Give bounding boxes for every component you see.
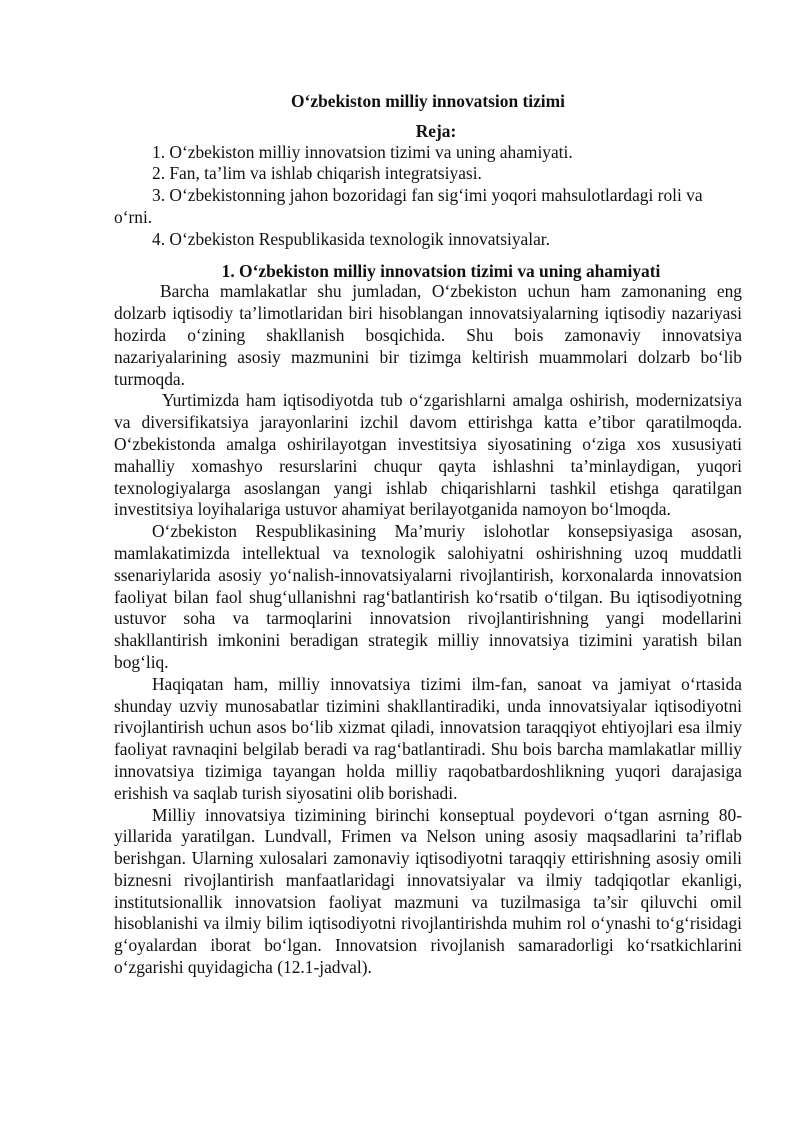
- plan-item: 1. O‘zbekiston milliy innovatsion tizimi va uning ahamiyati.: [152, 141, 573, 162]
- document-page: [114, 91, 742, 979]
- body-paragraph: O‘zbekiston Respublikasining Ma’muriy islohotlar konsepsiyasiga asosan, mamlakatimizda intellektual va texnologik salohiyatni oshirishning uzoq muddatli ssenariylarida asosiy yo‘nalish-innovatsiyalarni rivojlantirish, korxonalarda innovatsion faoliyat bilan faol shug‘ullanishni rag‘batlantirish ko‘rsatib o‘tilgan. Bu iqtisodiyotning ustuvor soha va tarmoqlarini innovatsion rivojlantirishning yangi modellarini shakllantirish imkonini beradigan strategik milliy innovatsiya tizimini yaratish bilan bog‘liq.: [114, 521, 742, 672]
- plan-heading: Reja:: [415, 120, 457, 141]
- plan-item: 2. Fan, ta’lim va ishlab chiqarish integratsiyasi.: [152, 163, 482, 184]
- body-paragraph: Haqiqatan ham, milliy innovatsiya tizimi ilm-fan, sanoat va jamiyat o‘rtasida shunday uzviy munosabatlar tizimini shakllantiradiki, unda innovatsiyalar iqtisodiyotni rivojlantirish uchun asos bo‘lib xizmat qiladi, innovatsion taraqqiyot ehtiyojlari esa ilmiy faoliyat ravnaqini belgilab beradi va rag‘batlantiradi. Shu bois barcha mamlakatlar milliy innovatsiya tizimiga tayangan holda milliy raqobatbardoshlikning yuqori darajasiga erishish va saqlab turish siyosatini olib borishadi.: [114, 673, 742, 803]
- body-paragraph: Milliy innovatsiya tizimining birinchi konseptual poydevori o‘tgan asrning 80-yillarida yaratilgan. Lundvall, Frimen va Nelson uning asosiy maqsadlarini ta’riflab berishgan. Ularning xulosalari zamonaviy iqtisodiyotni taraqqiy ettirishning asosiy omili biznesni rivojlantirish manfaatlaridagi innovatsiyalar va ilmiy tadqiqotlar ekanligi, institutsionallik innovatsion faoliyat mazmuni va tuzilmasiga ta’sir qiluvchi omil hisoblanishi va ilmiy bilim iqtisodiyotni rivojlantirishda muhim rol o‘ynashi to‘g‘risidagi g‘oyalardan iborat bo‘lgan. Innovatsion rivojlanish samaradorligi ko‘rsatkichlarini o‘zgarishi quyidagicha (12.1-jadval).: [114, 804, 742, 978]
- plan-item: 4. O‘zbekiston Respublikasida texnologik innovatsiyalar.: [152, 228, 550, 249]
- body-paragraph: Barcha mamlakatlar shu jumladan, O‘zbekiston uchun ham zamonaning eng dolzarb iqtisodiy ta’limotlaridan biri hisoblangan innovatsiyalarning iqtisodiy nazariyasi hozirda o‘zining shakllanish bosqichida. Shu bois zamonaviy innovatsiya nazariyalarining asosiy mazmunini bir tizimga keltirish muammolari dolzarb bo‘lib turmoqda.: [114, 281, 742, 389]
- section-title: 1. O‘zbekiston milliy innovatsion tizimi va uning ahamiyati: [221, 260, 661, 281]
- plan-list: [114, 142, 742, 251]
- body-paragraph: Yurtimizda ham iqtisodiyotda tub o‘zgarishlarni amalga oshirish, modernizatsiya va diversifikatsiya jarayonlarini izchil davom ettirishga katta e’tibor qaratilmoqda. O‘zbekistonda amalga oshirilayotgan investitsiya siyosatining o‘ziga xos xususiyati mahalliy xomashyo resurslarini chuqur qayta ishlashni ta’minlaydigan, yuqori texnologiyalarga asoslangan yangi ishlab chiqarishlarni tashkil etishga qaratilgan investitsiya loyihalariga ustuvor ahamiyat berilayotganida namoyon bo‘lmoqda.: [114, 390, 742, 520]
- plan-item: 3. O‘zbekistonning jahon bozoridagi fan sig‘imi yoqori mahsulotlardagi roli va o‘rni.: [114, 185, 703, 227]
- document-title: O‘zbekiston milliy innovatsion tizimi: [291, 91, 565, 111]
